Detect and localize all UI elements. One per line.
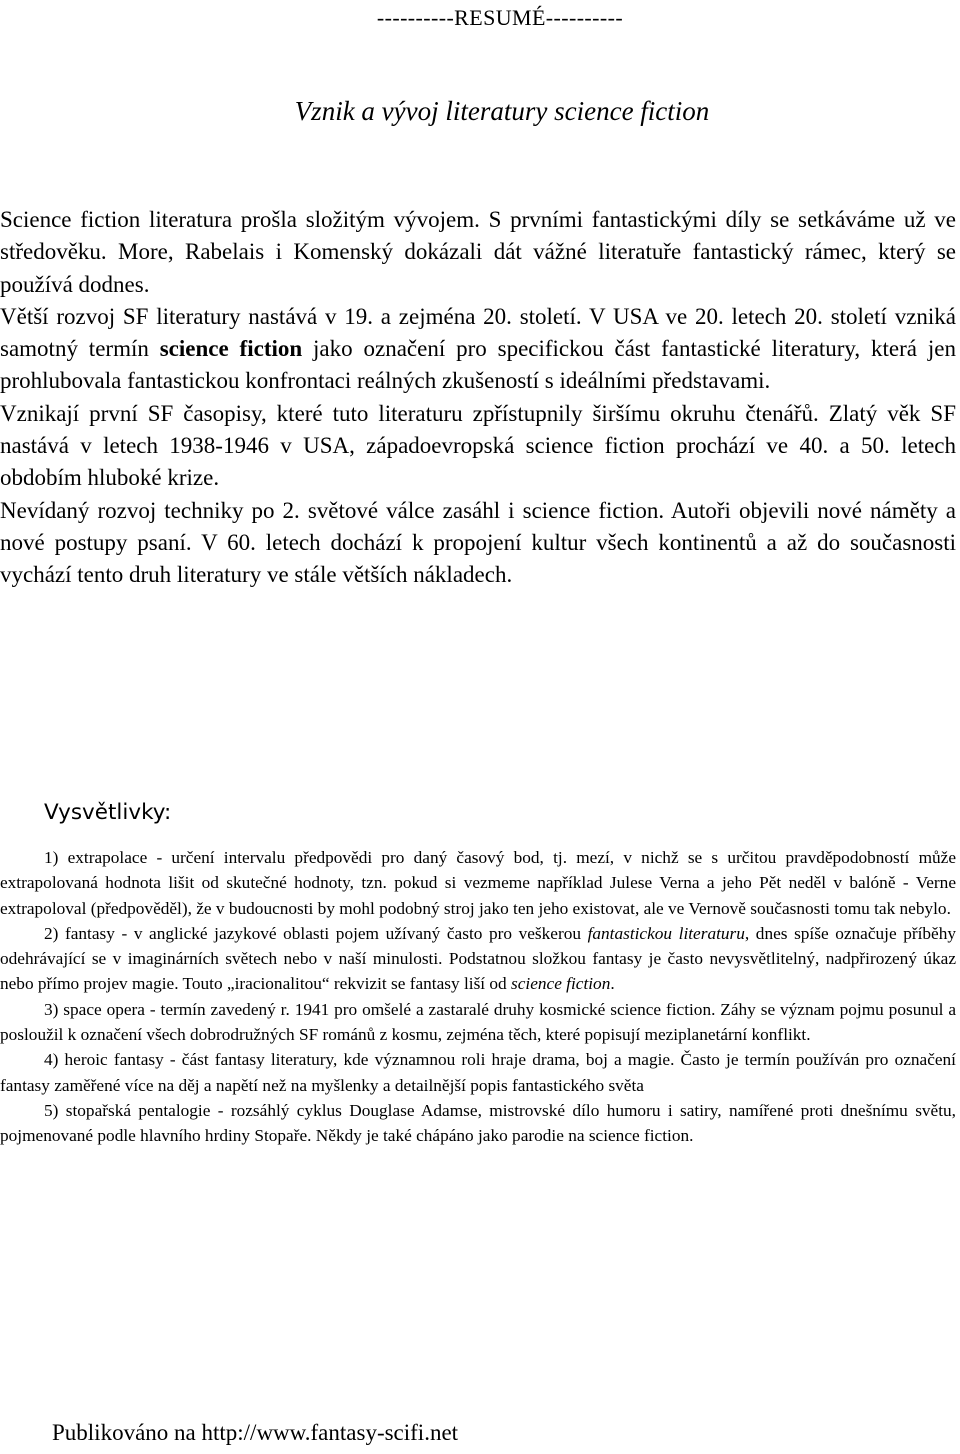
resume-header: ----------RESUMÉ---------- <box>376 5 624 30</box>
paragraph-1: Science fiction literatura prošla složitým vývojem. S prvními fantastickými díly se setkáváme už ve středověku. More, Rabelais i Komenský dokázali dát vážné literatuře fantastický rámec, který se používá dodnes. <box>0 207 956 297</box>
note-fantasy-text-c: . <box>610 974 615 994</box>
explanations-heading: Vysvětlivky: <box>44 800 172 825</box>
explanations-list <box>0 845 956 1149</box>
note-extrapolace: 1) extrapolace - určení intervalu předpovědi pro daný časový bod, tj. mezí, v nichž se s určitou pravděpodobností může extrapolovaná hodnota lišit od skutečné hodnoty, tzn. pokud si vezmeme například Julese Verna a jeho Pět neděl v balóně - Verne extrapoloval (předpověděl), že v budoucnosti by mohl podobný stroj jako ten jeho existovat, ale ve Vernově současnosti tomu tak nebylo. <box>0 848 956 918</box>
note-heroic-fantasy: 4) heroic fantasy - část fantasy literatury, kde významnou roli hraje drama, boj a magie. Často je termín používán pro označení fantasy zaměřené více na děj a napětí než na myšlenky a detailnější popis fantastického světa <box>0 1050 956 1095</box>
note-fantasy-text-b: , dnes spíše označuje příběhy odehrávající se v imaginárních světech nebo v naší minulosti. Podstatnou složkou fantasy je často nevysvětlitelný, nadpřirozený úkaz nebo přímo projev magie. Touto „iracionalitou“ rekvizit se fantasy liší od <box>0 923 956 994</box>
footer-publication-note: Publikováno na http://www.fantasy-scifi.net <box>52 1420 459 1445</box>
paragraph-2 <box>0 301 956 398</box>
note-fantasy-text-a: 2) fantasy - v anglické jazykové oblasti pojem užívaný často pro veškerou <box>44 923 588 943</box>
paragraph-4: Nevídaný rozvoj techniky po 2. světové válce zasáhl i science fiction. Autoři objevili nové náměty a nové postupy psaní. V 60. letech dochází k propojení kultur všech kontinentů a až do současnosti vychází tento druh literatury ve stále větších nákladech. <box>0 497 956 588</box>
note-fantasy-italic-1: fantastickou literaturu <box>587 923 745 943</box>
paragraph-3: Vznikají první SF časopisy, které tuto literaturu zpřístupnily širšímu okruhu čtenářů. Zlatý věk SF nastává v letech 1938-1946 v USA, západoevropská science fiction prochází ve 40. a 50. letech obdobím hluboké krize. <box>0 400 956 491</box>
main-text <box>0 204 956 592</box>
note-fantasy <box>0 921 956 997</box>
note-stoparska-pentalogie: 5) stopařská pentalogie - rozsáhlý cyklus Douglase Adamse, mistrovské dílo humoru i satiry, namířené proti dnešnímu světu, pojmenované podle hlavního hrdiny Stopaře. Někdy je také chápáno jako parodie na science fiction. <box>0 1100 956 1146</box>
paragraph-2-text-b: jako označení pro specifickou část fantastické literatury, která jen prohlubovala fantastickou konfrontaci reálných zkušeností s ideálními představami. <box>0 336 956 394</box>
paragraph-2-text-a: Větší rozvoj SF literatury nastává v 19. a zejména 20. století. V USA ve 20. letech 20. století vzniká samotný termín <box>0 303 956 362</box>
note-fantasy-italic-2: science fiction <box>511 974 611 994</box>
document-title: Vznik a vývoj literatury science fiction <box>294 96 710 126</box>
science-fiction-term: science fiction <box>159 336 303 362</box>
note-space-opera: 3) space opera - termín zavedený r. 1941 pro omšelé a zastaralé druhy kosmické science fiction. Záhy se význam pojmu posunul a posloužil k označení všech dobrodružných SF románů z kosmu, zejména těch, které popisují meziplanetární konflikt. <box>0 999 956 1045</box>
